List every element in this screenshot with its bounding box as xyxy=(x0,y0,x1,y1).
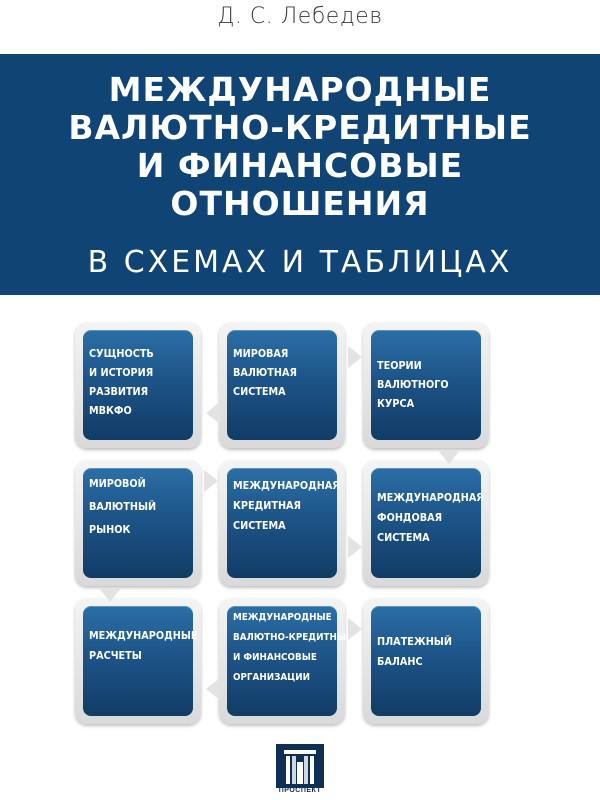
topic-label: МЕЖДУНАРОДНЫЕ xyxy=(89,629,198,642)
title-line: И ФИНАНСОВЫЕ xyxy=(136,146,464,185)
topic-label: МЕЖДУНАРОДНАЯ xyxy=(377,491,484,504)
topic-label: ВАЛЮТНО-КРЕДИТНЫЕ xyxy=(233,632,353,643)
arrow-right-icon xyxy=(348,536,362,558)
publisher-name: ПРОСПЕКТ xyxy=(278,787,322,794)
topic-label: СИСТЕМА xyxy=(233,519,286,532)
topic-tile xyxy=(363,598,489,724)
topic-tile xyxy=(363,322,489,448)
title-line: МЕЖДУНАРОДНЫЕ xyxy=(108,70,492,109)
topic-label: КРЕДИТНАЯ xyxy=(233,499,301,512)
topic-label: СИСТЕМА xyxy=(377,531,430,544)
topic-label: БАЛАНС xyxy=(377,655,423,668)
topic-tile xyxy=(75,460,201,586)
topic-label: КУРСА xyxy=(377,397,415,410)
topic-label: ПЛАТЕЖНЫЙ xyxy=(377,635,452,648)
topic-label: МИРОВАЯ xyxy=(233,347,289,360)
author-name: Д. С. Лебедев xyxy=(217,4,383,29)
book-subtitle: В СХЕМАХ И ТАБЛИЦАХ xyxy=(87,245,513,280)
topic-label: ОРГАНИЗАЦИИ xyxy=(233,672,311,683)
topic-tile xyxy=(363,460,489,586)
arrow-down-icon xyxy=(438,450,460,464)
topic-label: МЕЖДУНАРОДНЫЕ xyxy=(233,612,332,623)
topic-label: ВАЛЮТНЫЙ xyxy=(89,500,157,513)
book-title xyxy=(0,71,600,223)
topic-label: РАЗВИТИЯ xyxy=(89,385,149,398)
topic-label: И ФИНАНСОВЫЕ xyxy=(233,652,317,663)
arrow-left-icon xyxy=(206,402,220,424)
topic-label: ФОНДОВАЯ xyxy=(377,511,443,524)
arrow-right-icon xyxy=(348,618,362,640)
topic-label: СУЩНОСТЬ xyxy=(89,347,154,360)
topic-tile xyxy=(219,322,345,448)
topic-grid xyxy=(75,322,489,724)
topic-label: МЕЖДУНАРОДНАЯ xyxy=(233,479,340,492)
topic-label: МИРОВОЙ xyxy=(89,477,146,490)
topic-tile xyxy=(75,322,201,448)
topic-label: И ИСТОРИЯ xyxy=(89,366,154,379)
arrow-right-icon xyxy=(204,470,218,492)
topic-label: ВАЛЮТНОГО xyxy=(377,378,449,391)
topic-label: СИСТЕМА xyxy=(233,385,286,398)
topic-label: МВКФО xyxy=(89,404,132,417)
topic-label: РАСЧЕТЫ xyxy=(89,649,142,662)
topic-tile xyxy=(75,598,201,724)
topic-label: ТЕОРИИ xyxy=(377,359,422,372)
arrow-left-icon xyxy=(206,678,220,700)
arrow-down-icon xyxy=(99,588,121,602)
title-line: ОТНОШЕНИЯ xyxy=(170,184,430,223)
topic-label: ВАЛЮТНАЯ xyxy=(233,366,297,379)
title-line: ВАЛЮТНО-КРЕДИТНЫЕ xyxy=(68,108,532,147)
arrow-right-icon xyxy=(348,346,362,368)
topic-tile xyxy=(219,460,345,586)
topic-label: РЫНОК xyxy=(89,523,131,536)
topic-tile xyxy=(219,598,353,724)
